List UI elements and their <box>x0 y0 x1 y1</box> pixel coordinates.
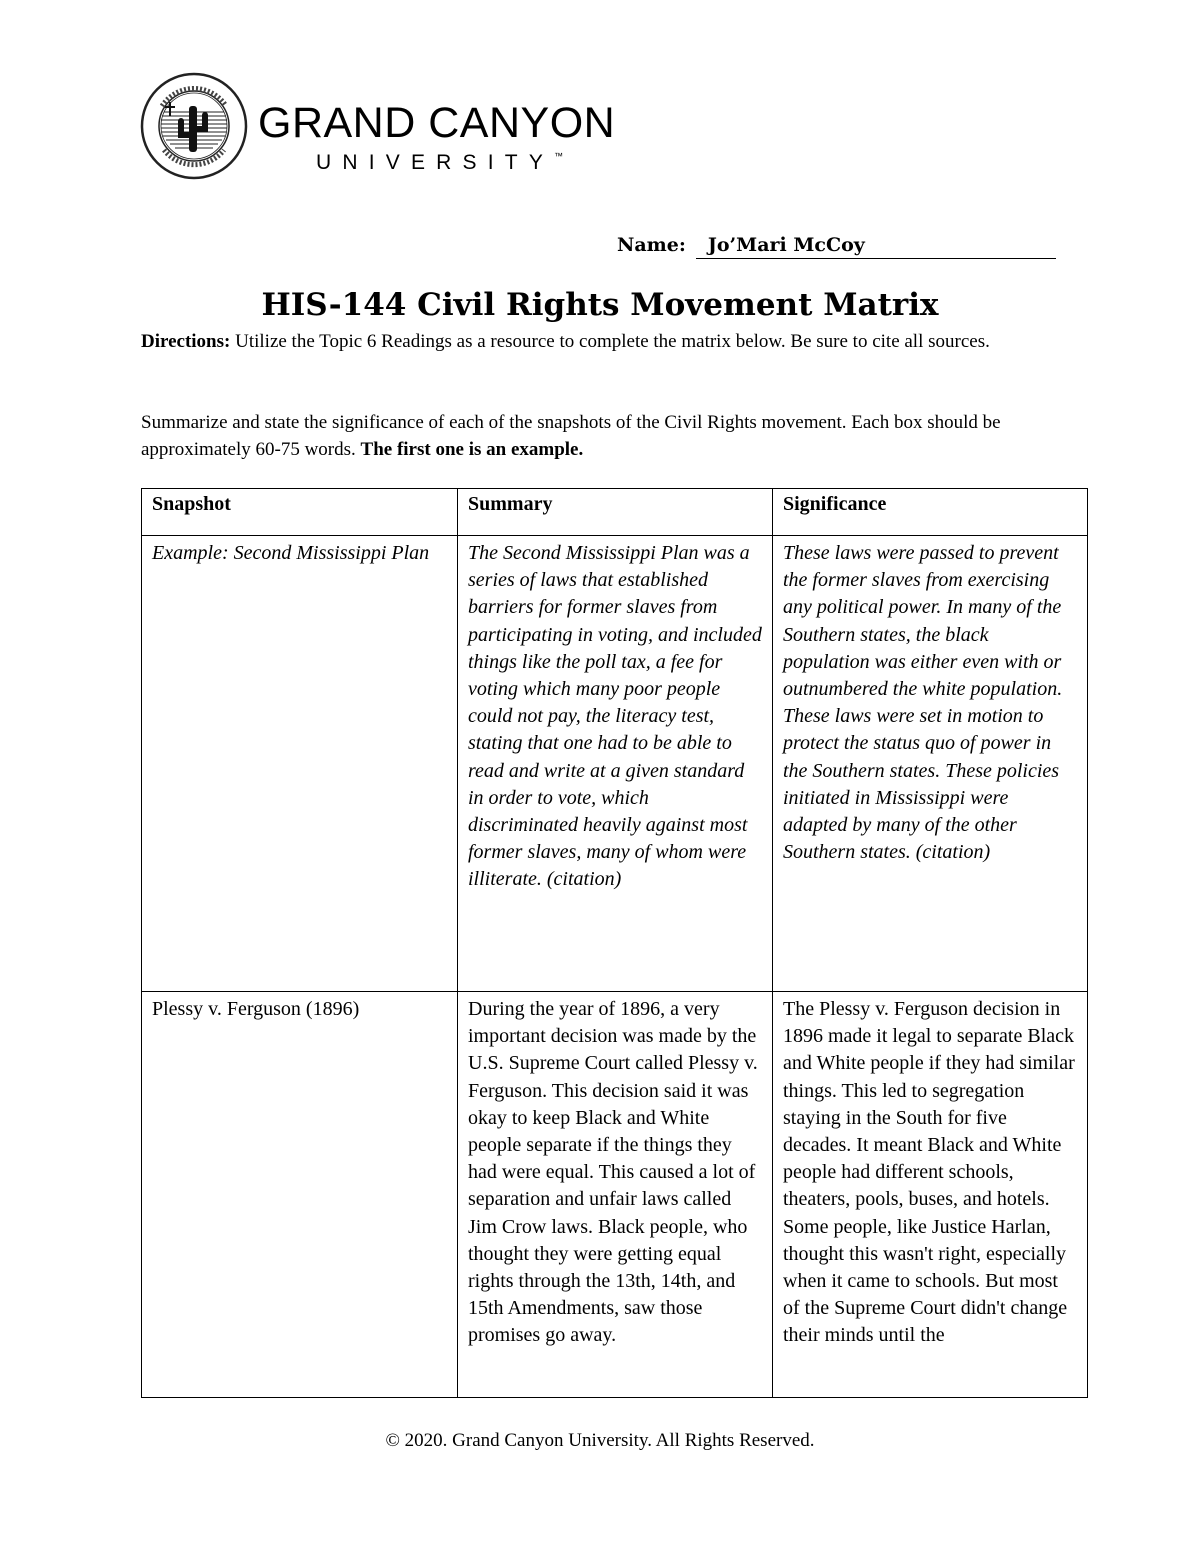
significance-cell[interactable]: The Plessy v. Ferguson decision in 1896 made it legal to separate Black and White people if they had similar things. This led to segregation staying in the South for five decades. It meant Black and White people had different schools, theaters, pools, buses, and hotels. Some people, like Justice Harlan, thought this wasn't right, especially when it came to schools. But most of the Supreme Court didn't change their minds until the <box>773 992 1088 1398</box>
table-row <box>142 536 1088 992</box>
directions-paragraph <box>141 328 1071 355</box>
significance-cell: These laws were passed to prevent the former slaves from exercising any political power. In many of the Southern states, the black population was either even with or outnumbered the white population. These laws were set in motion to protect the status quo of power in the Southern states. These policies initiated in Mississippi were adapted by many of the other Southern states. (citation) <box>773 536 1088 992</box>
name-label: Name: <box>617 234 686 256</box>
header-summary: Summary <box>458 489 773 536</box>
page-title: HIS-144 Civil Rights Movement Matrix <box>261 287 939 323</box>
header-significance: Significance <box>773 489 1088 536</box>
table-row <box>142 992 1088 1398</box>
university-seal-icon <box>140 72 248 180</box>
summary-instructions-text: Summarize and state the significance of each of the snapshots of the Civil Rights movement. Each box should be approximately 60-75 words. <box>141 412 1001 460</box>
student-name-line <box>617 232 1056 259</box>
trademark-symbol: ™ <box>554 151 564 161</box>
summary-cell: The Second Mississippi Plan was a series of laws that established barriers for former slaves from participating in voting, and included things like the poll tax, a fee for voting which many poor people could not pay, the literacy test, stating that one had to be able to read and write at a given standard in order to vote, which discriminated heavily against most former slaves, many of whom were illiterate. (citation) <box>458 536 773 992</box>
copyright-footer: © 2020. Grand Canyon University. All Rights Reserved. <box>385 1430 815 1451</box>
civil-rights-matrix-table <box>141 488 1088 1398</box>
snapshot-cell: Example: Second Mississippi Plan <box>142 536 458 992</box>
logo-wordmark-university: UNIVERSITY <box>316 151 555 174</box>
logo-wordmark-line1: GRAND CANYON <box>258 99 616 147</box>
table-header-row <box>142 489 1088 536</box>
summary-instructions <box>141 409 1071 463</box>
header-snapshot: Snapshot <box>142 489 458 536</box>
directions-label: Directions: <box>141 331 231 352</box>
name-field[interactable]: Jo’Mari McCoy <box>696 232 1056 259</box>
summary-cell[interactable]: During the year of 1896, a very important decision was made by the U.S. Supreme Court called Plessy v. Ferguson. This decision said it was okay to keep Black and White people separate if the things they had were equal. This caused a lot of separation and unfair laws called Jim Crow laws. Black people, who thought they were getting equal rights through the 13th, 14th, and 15th Amendments, saw those promises go away. <box>458 992 773 1398</box>
directions-text: Utilize the Topic 6 Readings as a resource to complete the matrix below. Be sure to cite all sources. <box>230 331 990 352</box>
snapshot-cell[interactable]: Plessy v. Ferguson (1896) <box>142 992 458 1398</box>
logo-wordmark-line2 <box>316 152 563 173</box>
university-logo <box>140 72 620 182</box>
summary-instructions-bold: The first one is an example. <box>360 439 584 460</box>
